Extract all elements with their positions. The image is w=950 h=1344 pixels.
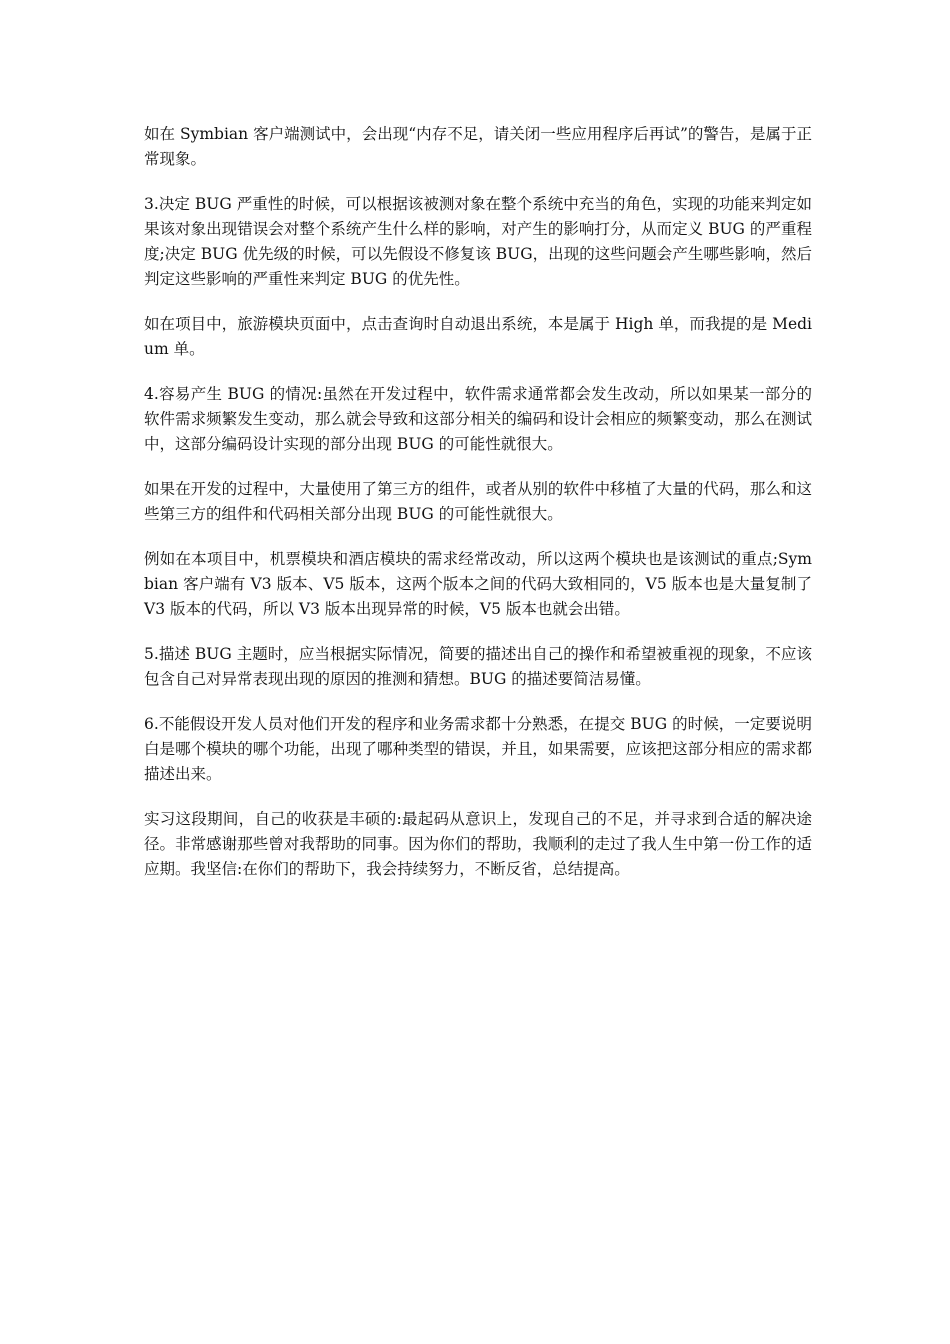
- paragraph-bug-prone-situations: 4.容易产生 BUG 的情况:虽然在开发过程中，软件需求通常都会发生改动，所以如果某一部分的软件需求频繁发生变动，那么就会导致和这部分相关的编码和设计会相应的频繁变动，那么在测试中，这部分编码设计实现的部分出现 BUG 的可能性就很大。: [144, 385, 812, 453]
- paragraph-third-party-components: 如果在开发的过程中，大量使用了第三方的组件，或者从别的软件中移植了大量的代码，那么和这些第三方的组件和代码相关部分出现 BUG 的可能性就很大。: [144, 480, 812, 523]
- paragraph-developer-assumption: 6.不能假设开发人员对他们开发的程序和业务需求都十分熟悉，在提交 BUG 的时候，一定要说明白是哪个模块的哪个功能，出现了哪种类型的错误，并且，如果需要，应该把这部分相应的需求都描述出来。: [144, 715, 812, 783]
- paragraph-symbian-warning: 如在 Symbian 客户端测试中，会出现“内存不足，请关闭一些应用程序后再试”的警告，是属于正常现象。: [144, 125, 812, 168]
- paragraph-project-example: 例如在本项目中，机票模块和酒店模块的需求经常改动，所以这两个模块也是该测试的重点;Symbian 客户端有 V3 版本、V5 版本，这两个版本之间的代码大致相同的，V5 版本也是大量复制了 V3 版本的代码，所以 V3 版本出现异常的时候，V5 版本也就会出错。: [144, 550, 812, 618]
- paragraph-travel-module-example: 如在项目中，旅游模块页面中，点击查询时自动退出系统，本是属于 High 单，而我提的是 Medium 单。: [144, 315, 812, 358]
- paragraph-internship-summary: 实习这段期间，自己的收获是丰硕的:最起码从意识上，发现自己的不足，并寻求到合适的解决途径。非常感谢那些曾对我帮助的同事。因为你们的帮助，我顺利的走过了我人生中第一份工作的适应期。我坚信:在你们的帮助下，我会持续努力，不断反省，总结提高。: [144, 810, 812, 878]
- paragraph-bug-description: 5.描述 BUG 主题时，应当根据实际情况，简要的描述出自己的操作和希望被重视的现象，不应该包含自己对异常表现出现的原因的推测和猜想。BUG 的描述要简洁易懂。: [144, 645, 812, 688]
- paragraph-bug-severity: 3.决定 BUG 严重性的时候，可以根据该被测对象在整个系统中充当的角色，实现的功能来判定如果该对象出现错误会对整个系统产生什么样的影响，对产生的影响打分，从而定义 BUG 的严重程度;决定 BUG 优先级的时候，可以先假设不修复该 BUG，出现的这些问题会产生哪些影响，然后判定这些影响的严重性来判定 BUG 的优先性。: [144, 195, 812, 288]
- document-body: [144, 122, 812, 902]
